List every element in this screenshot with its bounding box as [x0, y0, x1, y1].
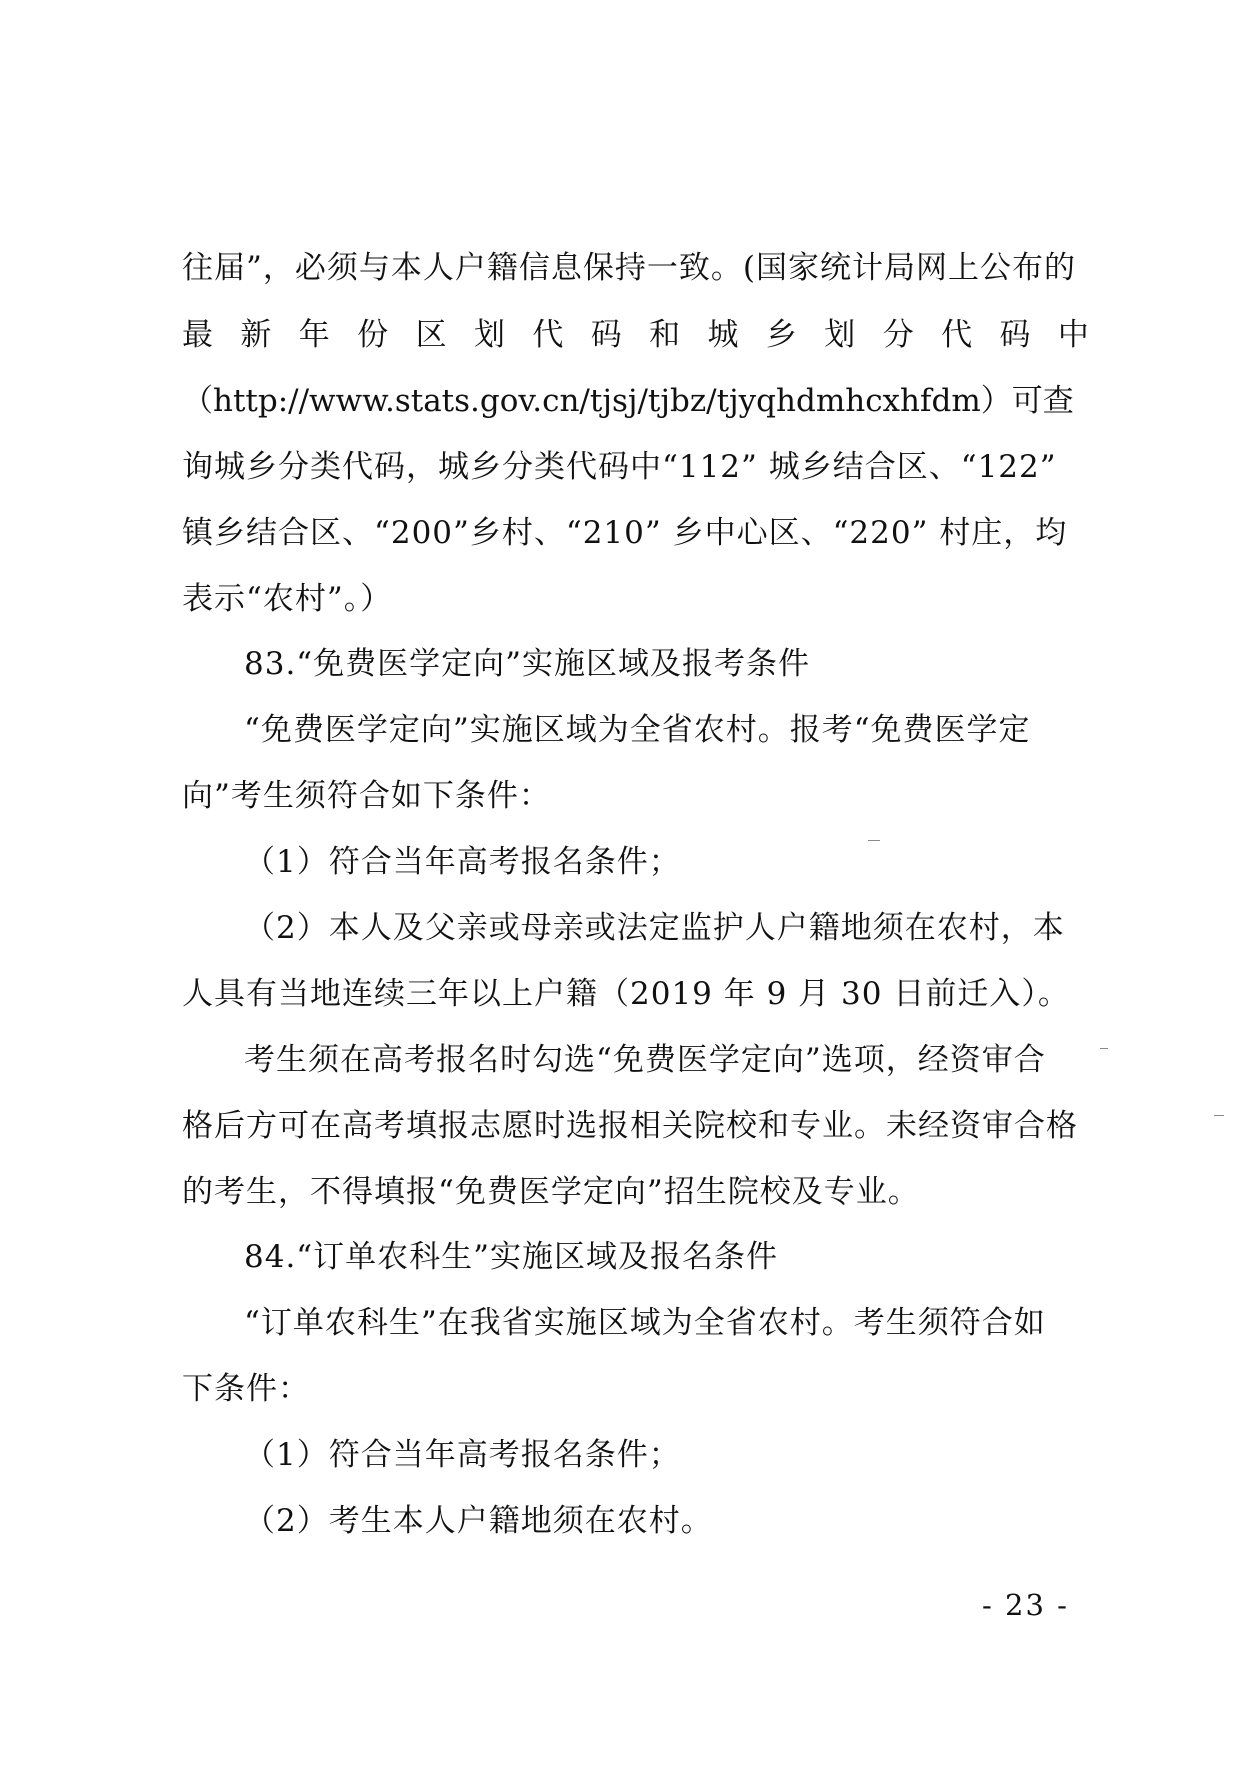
text-line: 往届”，必须与本人户籍信息保持一致。(国家统计局网上公布的 [182, 250, 1076, 286]
text-line: 表示“农村”。） [182, 581, 393, 617]
char: 中 [1057, 317, 1090, 353]
text-line: 格后方可在高考填报志愿时选报相关院校和专业。未经资审合格 [182, 1108, 1078, 1144]
scan-speck [1100, 1048, 1108, 1049]
text-line: 考生须在高考报名时勾选“免费医学定向”选项，经资审合 [244, 1042, 1046, 1078]
char: 新 [240, 317, 273, 353]
text-line: 的考生，不得填报“免费医学定向”招生院校及专业。 [182, 1174, 920, 1210]
scan-speck [1214, 1115, 1224, 1116]
char: 代 [532, 317, 565, 353]
list-item: （2）考生本人户籍地须在农村。 [244, 1503, 713, 1539]
text-line: 人具有当地连续三年以上户籍（2019 年 9 月 30 日前迁入）。 [182, 976, 1070, 1012]
section-heading-83: 83.“免费医学定向”实施区域及报考条件 [244, 646, 810, 682]
text-line: “订单农科生”在我省实施区域为全省农村。考生须符合如 [244, 1305, 1046, 1341]
list-item: （1）符合当年高考报名条件； [244, 1437, 681, 1473]
text-line: 下条件： [182, 1371, 310, 1407]
list-item: （1）符合当年高考报名条件； [244, 844, 681, 880]
char: 最 [182, 317, 214, 353]
char: 代 [941, 317, 974, 353]
char: 份 [357, 317, 390, 353]
char: 年 [298, 317, 331, 353]
text-line: 向”考生须符合如下条件： [182, 778, 551, 814]
char: 区 [415, 317, 448, 353]
char: 乡 [765, 317, 798, 353]
char: 码 [999, 317, 1032, 353]
char: 划 [473, 317, 506, 353]
text-line: “免费医学定向”实施区域为全省农村。报考“免费医学定 [244, 712, 1031, 748]
text-line-spaced [182, 315, 1090, 355]
text-line: 询城乡分类代码，城乡分类代码中“112” 城乡结合区、“122” [182, 449, 1057, 485]
page-number: - 23 - [982, 1588, 1069, 1622]
section-heading-84: 84.“订单农科生”实施区域及报名条件 [244, 1239, 778, 1275]
text-line: 镇乡结合区、“200”乡村、“210” 乡中心区、“220” 村庄，均 [182, 515, 1068, 551]
scan-speck [868, 840, 880, 841]
char: 和 [649, 317, 682, 353]
char: 城 [707, 317, 740, 353]
char: 码 [590, 317, 623, 353]
text-line-url: （http://www.stats.gov.cn/tjsj/tjbz/tjyqhdmhcxhfdm）可查 [182, 383, 1074, 419]
list-item: （2）本人及父亲或母亲或法定监护人户籍地须在农村，本 [244, 910, 1065, 946]
char: 分 [882, 317, 915, 353]
char: 划 [824, 317, 857, 353]
